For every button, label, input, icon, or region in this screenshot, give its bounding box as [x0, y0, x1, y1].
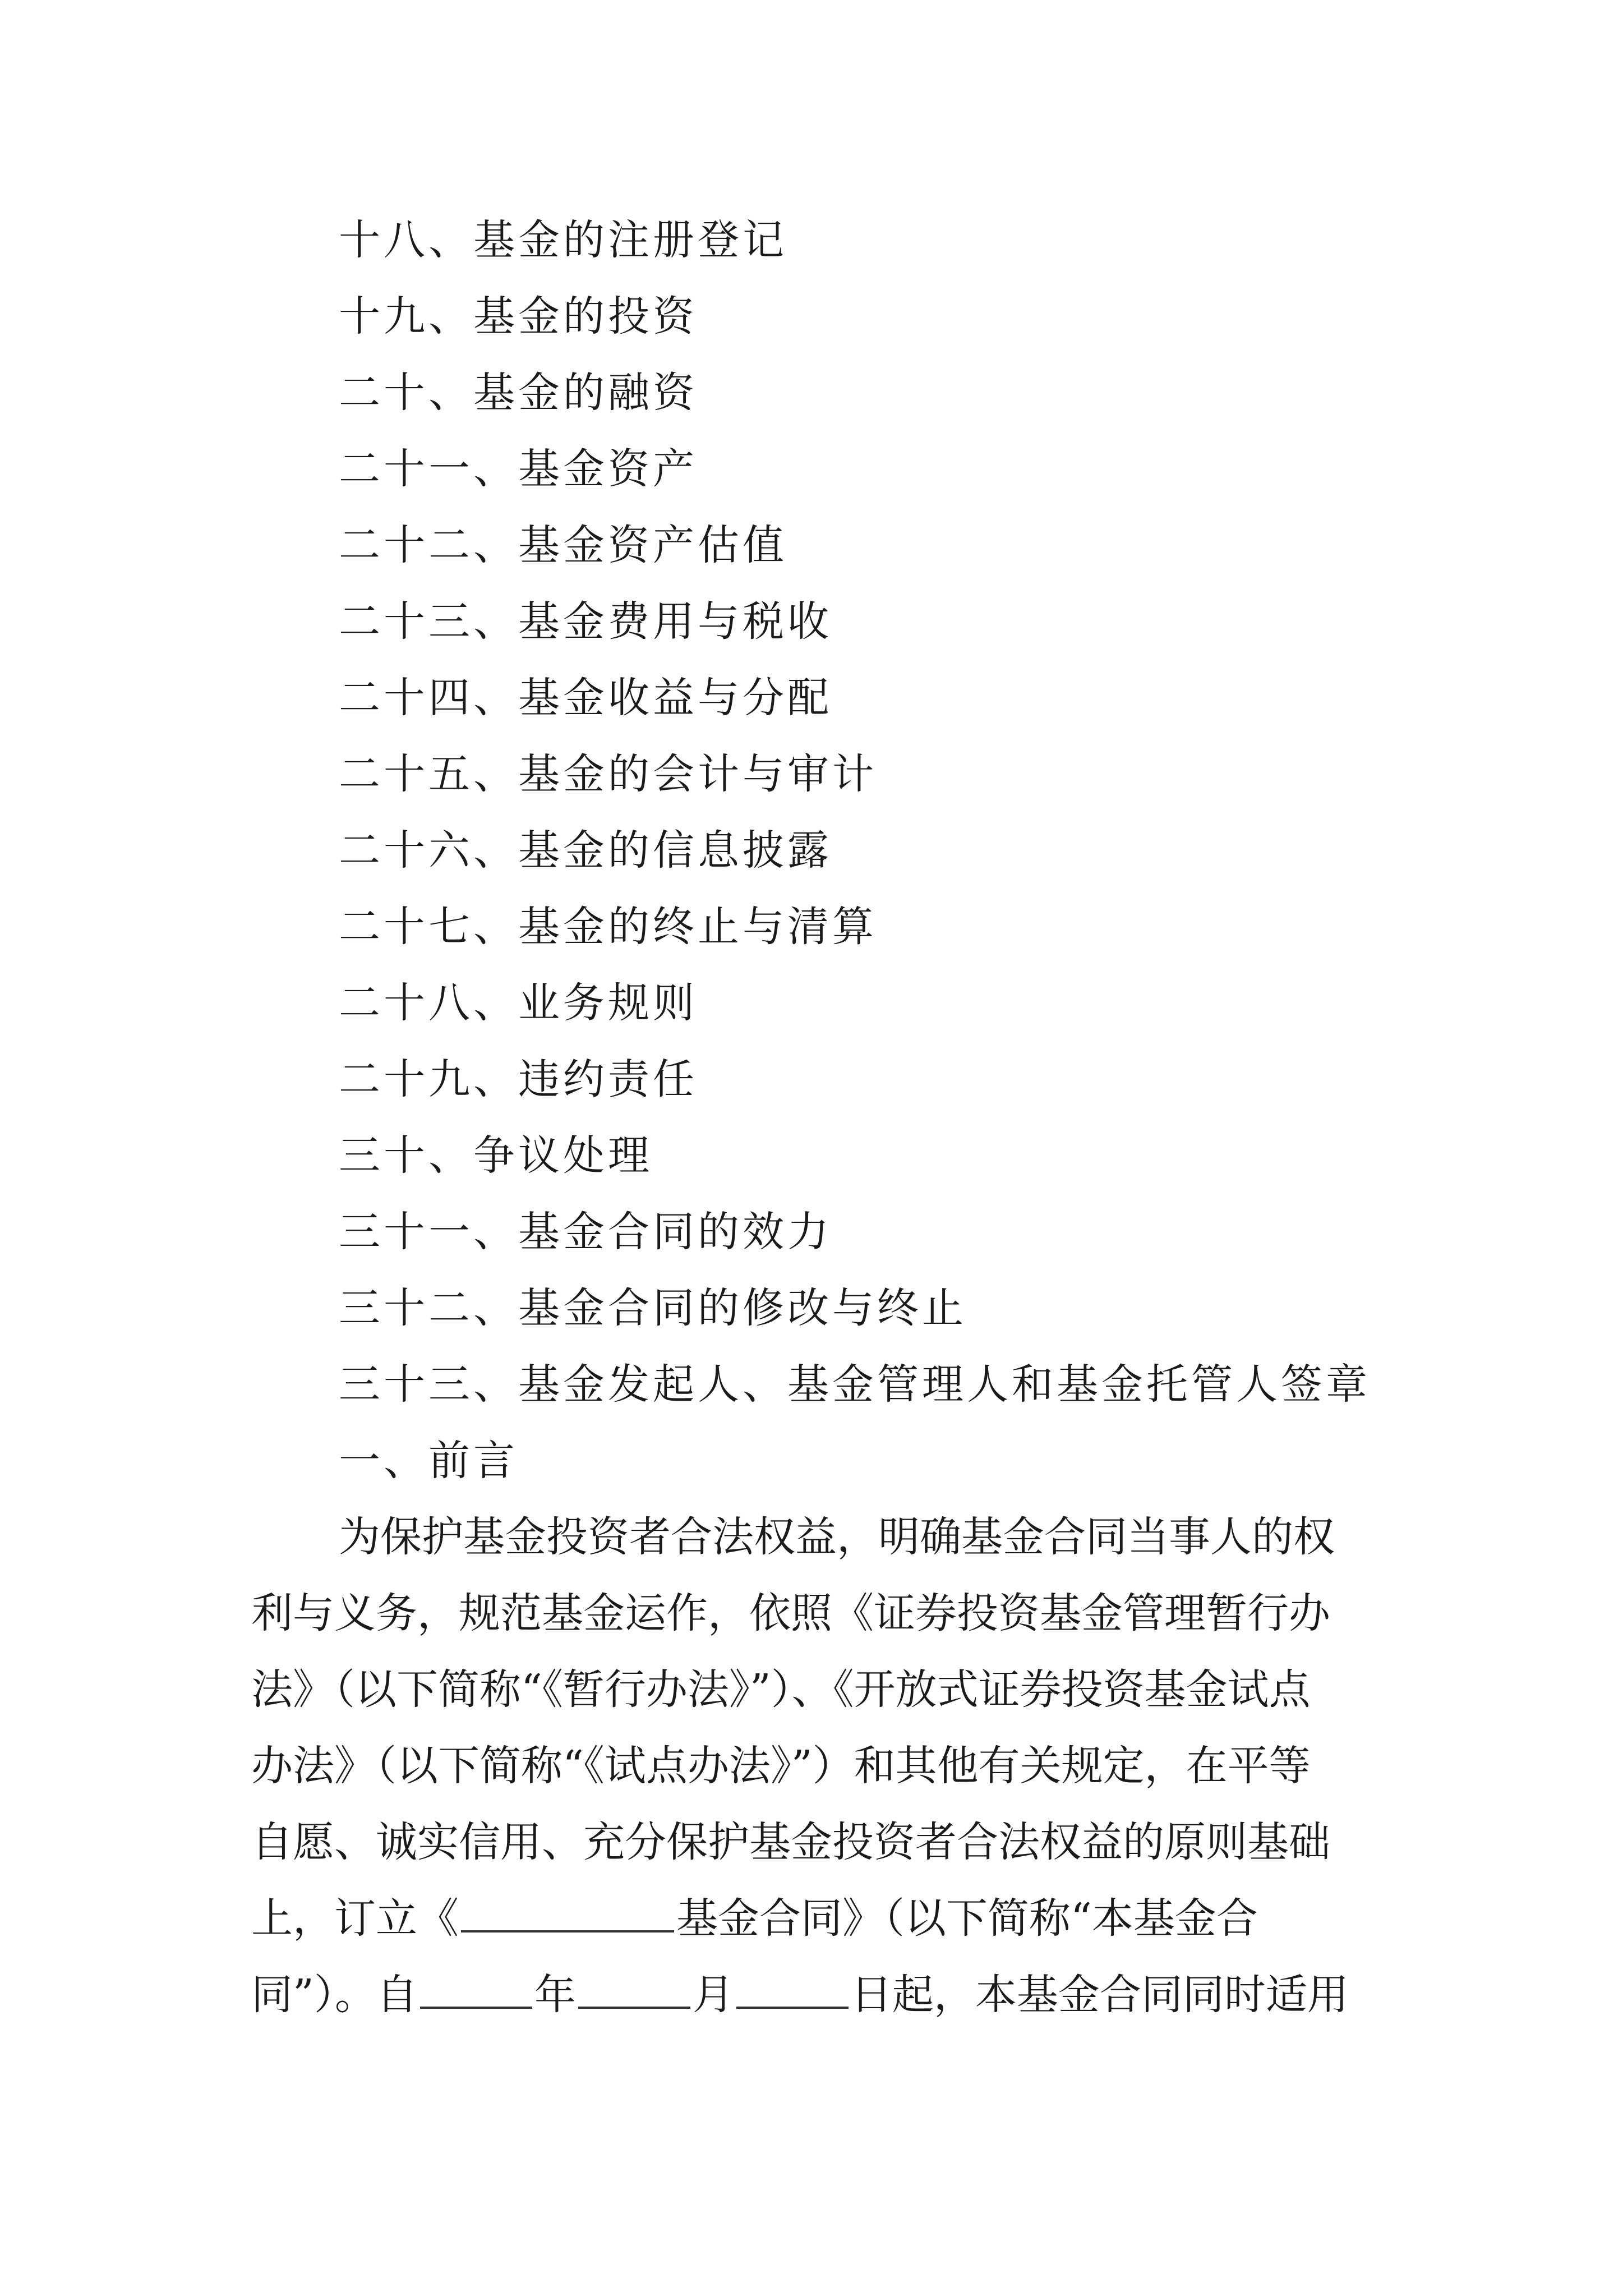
toc-item: 二十二、基金资产估值	[339, 521, 787, 569]
paragraph-line	[251, 1728, 1386, 1804]
section-heading: 一、前言	[339, 1437, 518, 1485]
paragraph-fragment: 同”）。自	[251, 1971, 418, 2019]
preface-paragraph	[251, 1499, 1386, 2033]
day-blank	[736, 1973, 849, 2009]
toc-item: 三十三、基金发起人、基金管理人和基金托管人签章	[339, 1360, 1371, 1409]
paragraph-line	[251, 1651, 1386, 1728]
year-blank	[420, 1973, 532, 2009]
month-blank	[578, 1973, 690, 2009]
toc-item: 二十、基金的融资	[339, 369, 698, 417]
fund-name-blank	[461, 1897, 674, 1932]
paragraph-fragment: 基金合同》（以下简称“本基金合	[676, 1894, 1258, 1943]
toc-item: 二十五、基金的会计与审计	[339, 750, 877, 798]
toc-item: 二十一、基金资产	[339, 445, 698, 493]
paragraph-fragment: 日起，本基金合同同时适用	[850, 1971, 1349, 2019]
paragraph-text	[251, 1957, 1349, 2033]
paragraph-text: 自愿、诚实信用、充分保护基金投资者合法权益的原则基础	[251, 1818, 1330, 1866]
paragraph-text: 法》（以下简称“《暂行办法》”）、《开放式证券投资基金试点	[251, 1665, 1311, 1714]
table-of-contents	[339, 202, 1371, 1423]
toc-item: 二十八、业务规则	[339, 979, 698, 1027]
toc-item: 十八、基金的注册登记	[339, 216, 787, 264]
paragraph-text	[251, 1880, 1258, 1957]
toc-item: 三十、争议处理	[339, 1131, 653, 1180]
toc-item: 二十六、基金的信息披露	[339, 826, 832, 875]
paragraph-line	[251, 1575, 1386, 1651]
paragraph-text: 利与义务，规范基金运作，依照《证券投资基金管理暂行办	[251, 1589, 1330, 1637]
toc-item: 二十七、基金的终止与清算	[339, 903, 877, 951]
paragraph-line	[251, 1499, 1386, 1575]
paragraph-fragment: 月	[692, 1971, 734, 2019]
paragraph-fragment: 上，订立《	[251, 1894, 459, 1943]
toc-item: 二十三、基金费用与税收	[339, 597, 832, 646]
paragraph-text: 办法》（以下简称“《试点办法》”）和其他有关规定，在平等	[251, 1742, 1311, 1790]
paragraph-line	[251, 1957, 1386, 2033]
paragraph-text: 为保护基金投资者合法权益，明确基金合同当事人的权	[339, 1513, 1335, 1561]
paragraph-line	[251, 1804, 1386, 1880]
paragraph-fragment: 年	[534, 1971, 576, 2019]
toc-item: 三十二、基金合同的修改与终止	[339, 1284, 967, 1332]
toc-item: 二十九、违约责任	[339, 1055, 698, 1103]
toc-item: 三十一、基金合同的效力	[339, 1208, 832, 1256]
paragraph-line	[251, 1880, 1386, 1957]
toc-item: 二十四、基金收益与分配	[339, 674, 832, 722]
toc-item: 十九、基金的投资	[339, 292, 698, 341]
